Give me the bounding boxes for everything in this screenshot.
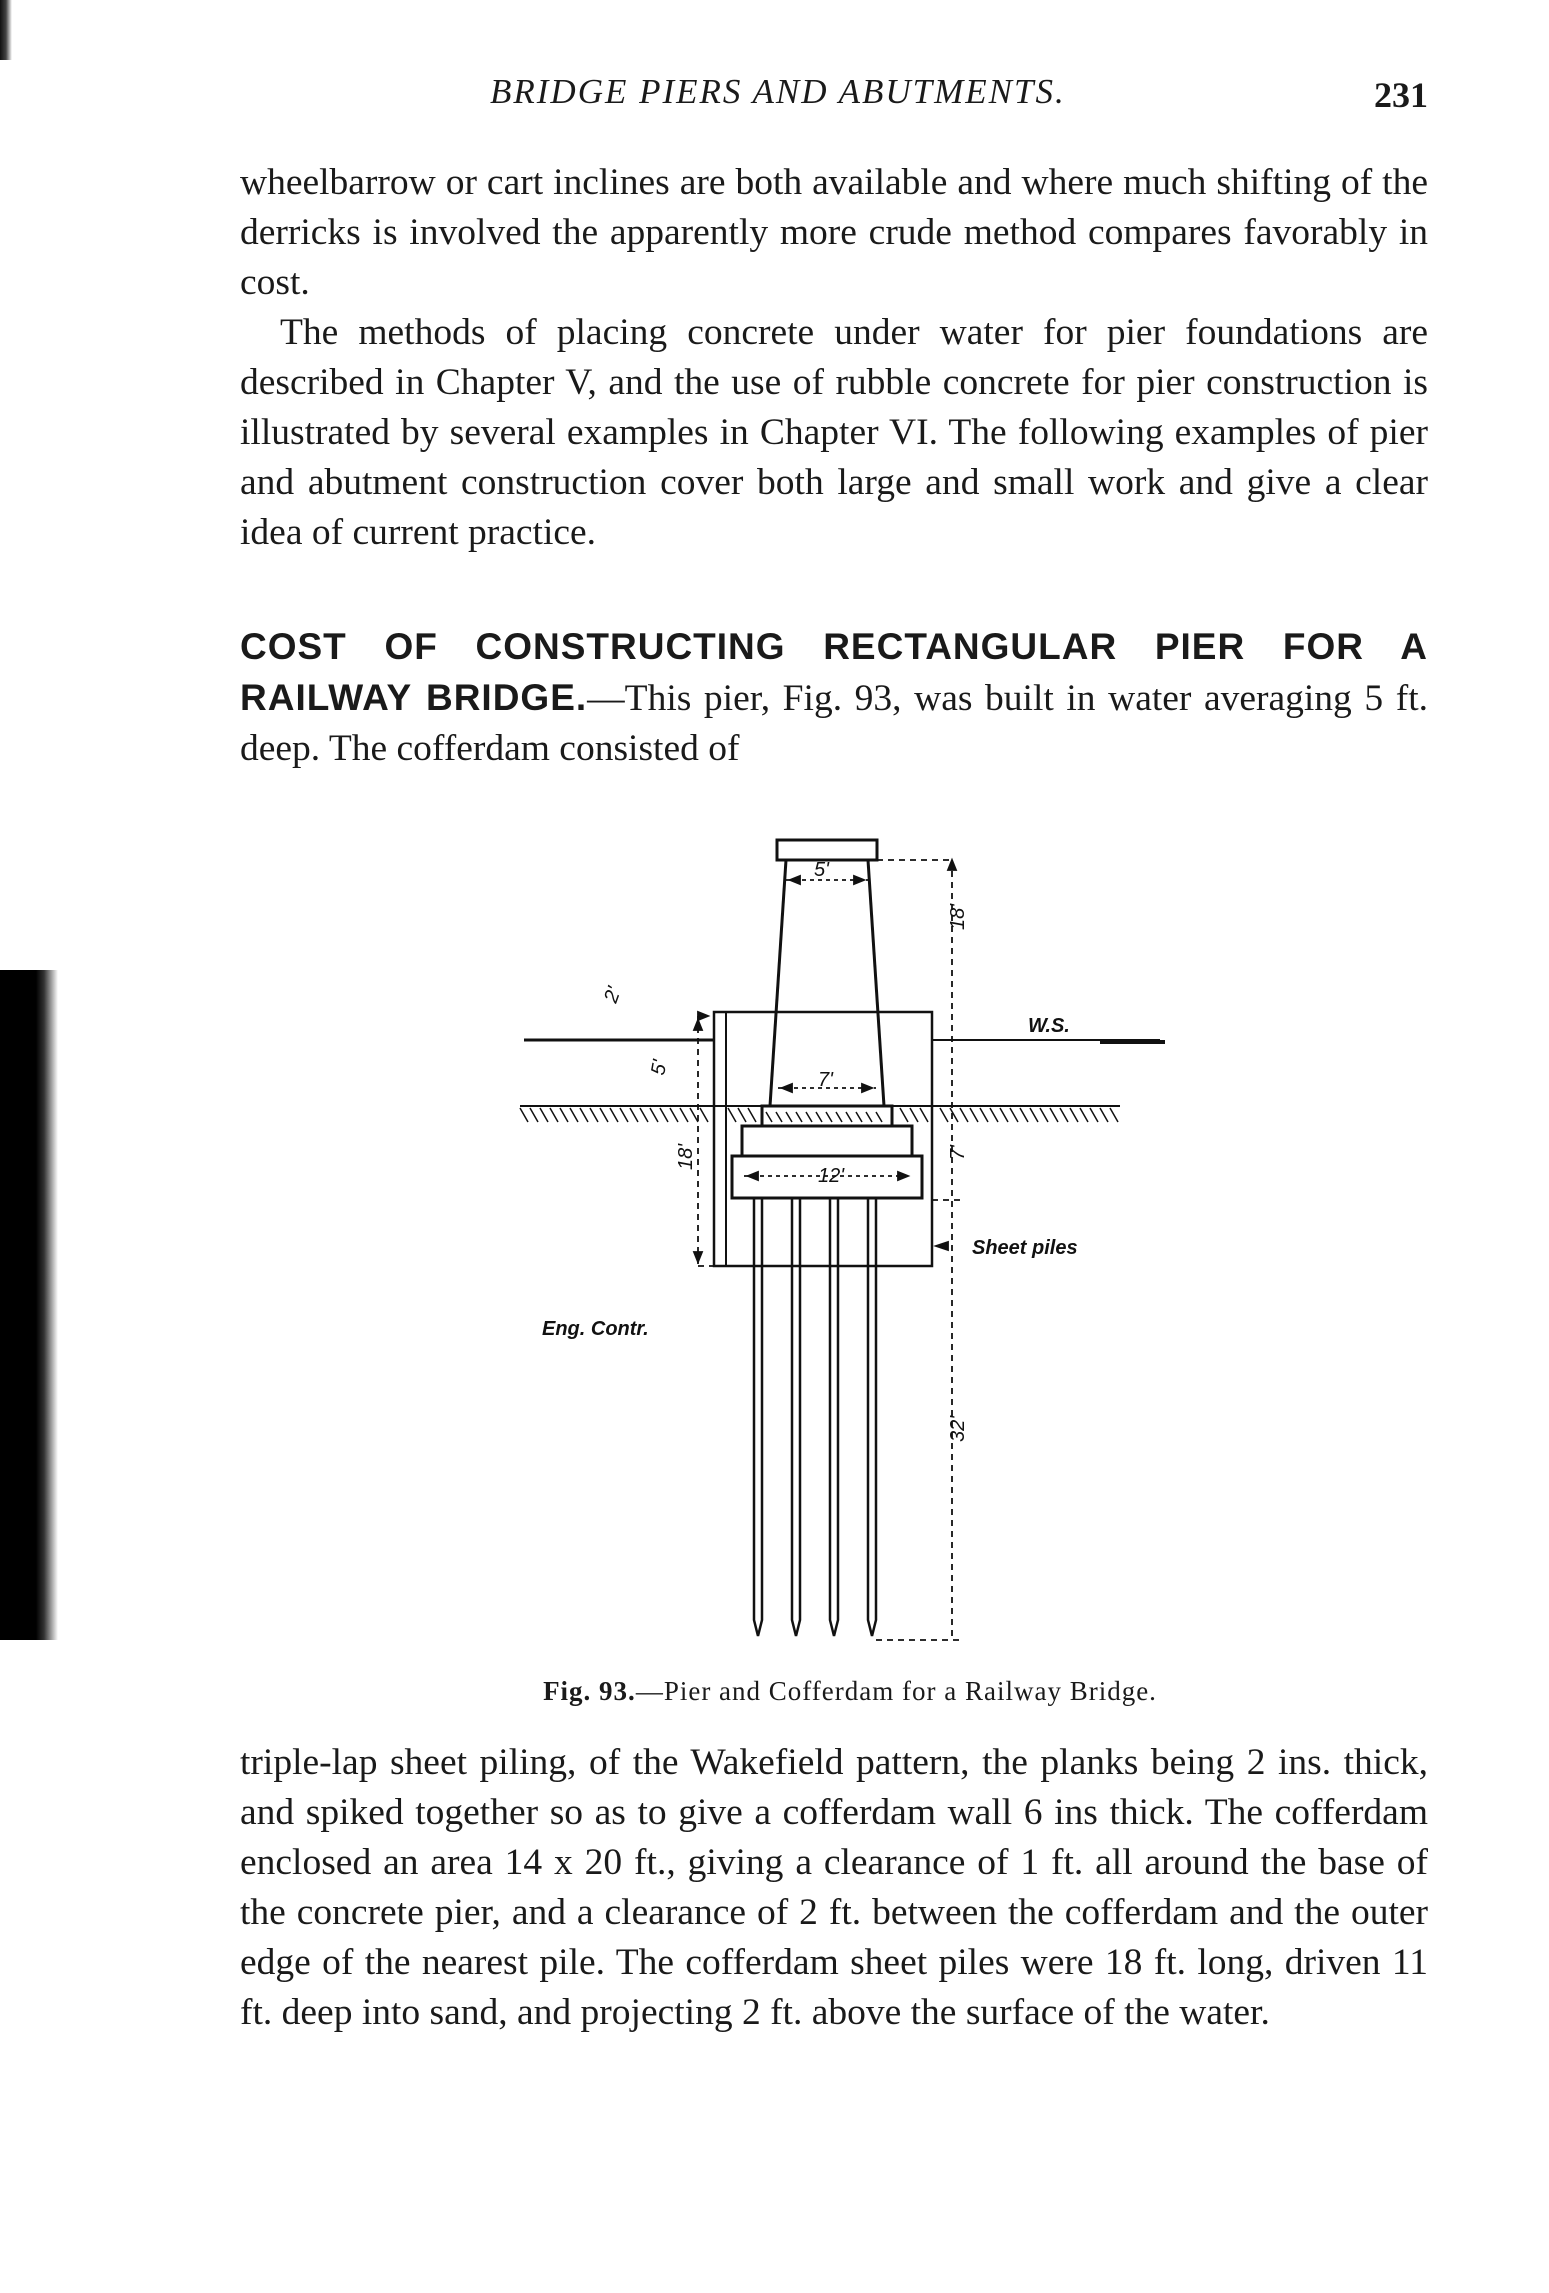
label-height-above: 18'	[947, 903, 969, 930]
pile-3	[830, 1198, 838, 1636]
paragraph-sheet-piling: triple-lap sheet piling, of the Wakefield pattern, the planks being 2 ins. thick, and spiked together so as to give a cofferdam wall 6 ins thick. The cofferdam enclosed an area 14 x 20 ft., giving a clearance of 1 ft. all around the base of the concrete pier, and a clearance of 2 ft. between the cofferdam and the outer edge of the nearest pile. The cofferdam sheet piles were 18 ft. long, driven 11 ft. deep into sand, and projecting 2 ft. above the surface of the water.	[240, 1742, 1428, 2033]
scan-edge-shadow	[0, 970, 58, 1640]
pile-4	[868, 1198, 876, 1636]
section-paragraph	[240, 622, 1428, 774]
running-head: BRIDGE PIERS AND ABUTMENTS.	[490, 72, 1066, 111]
body-text-top	[240, 158, 1428, 558]
label-base-width: 12'	[818, 1165, 845, 1187]
page-number: 231	[1374, 75, 1428, 115]
caption-text: —Pier and Cofferdam for a Railway Bridge.	[635, 1676, 1157, 1706]
pile-2	[792, 1198, 800, 1636]
pier-right-face	[868, 860, 884, 1106]
label-pile-depth-top: 7'	[947, 1145, 969, 1160]
label-water-surface: W.S.	[1028, 1015, 1070, 1037]
pier-cap	[777, 840, 877, 860]
scan-corner-mark	[0, 0, 12, 60]
caption-figure-number: Fig. 93.	[543, 1676, 636, 1706]
label-credit: Eng. Contr.	[542, 1318, 649, 1340]
paragraph-methods: The methods of placing concrete under water for pier foundations are described in Chapter V, and the use of rubble concrete for pier construction is illustrated by several examples in Chapter VI. The following examples of pier and abutment construction cover both large and small work and give a clear idea of current practice.	[240, 312, 1428, 553]
pier-footing-upper	[762, 1106, 892, 1126]
cofferdam-outline	[714, 1012, 932, 1266]
pile-1	[754, 1198, 762, 1636]
figure-caption	[420, 1676, 1280, 1707]
body-text-bottom	[240, 1738, 1428, 2038]
figure-93	[500, 830, 1200, 1670]
label-projection: 2'	[600, 984, 626, 1006]
label-pile-length: 32'	[947, 1415, 969, 1442]
page-header	[240, 66, 1428, 126]
dimension-arrows	[694, 860, 956, 1262]
section-heading: COST OF CONSTRUCTING RECTANGULAR PIER FOR A RAILWAY BRIDGE.	[240, 626, 1428, 718]
section-block	[240, 622, 1428, 774]
label-sheet-piles: Sheet piles	[972, 1237, 1078, 1259]
pier-left-face	[770, 860, 786, 1106]
label-water-depth: 5'	[647, 1058, 672, 1077]
pile-group	[754, 1198, 876, 1636]
label-mid-width: 7'	[818, 1069, 833, 1091]
label-top-width: 5'	[814, 859, 829, 881]
section-lead-text: —This pier, Fig. 93, was built in water averaging 5 ft. deep. The cofferdam consisted of	[240, 678, 1429, 769]
pier-cofferdam-diagram	[500, 830, 1200, 1670]
ground-hatching	[520, 1108, 1118, 1122]
paragraph-continuation: wheelbarrow or cart inclines are both available and where much shifting of the derricks is involved the apparently more crude method compares favorably in cost.	[240, 162, 1428, 303]
label-cofferdam-depth: 18'	[675, 1143, 697, 1170]
pier-footing-middle	[742, 1126, 912, 1156]
